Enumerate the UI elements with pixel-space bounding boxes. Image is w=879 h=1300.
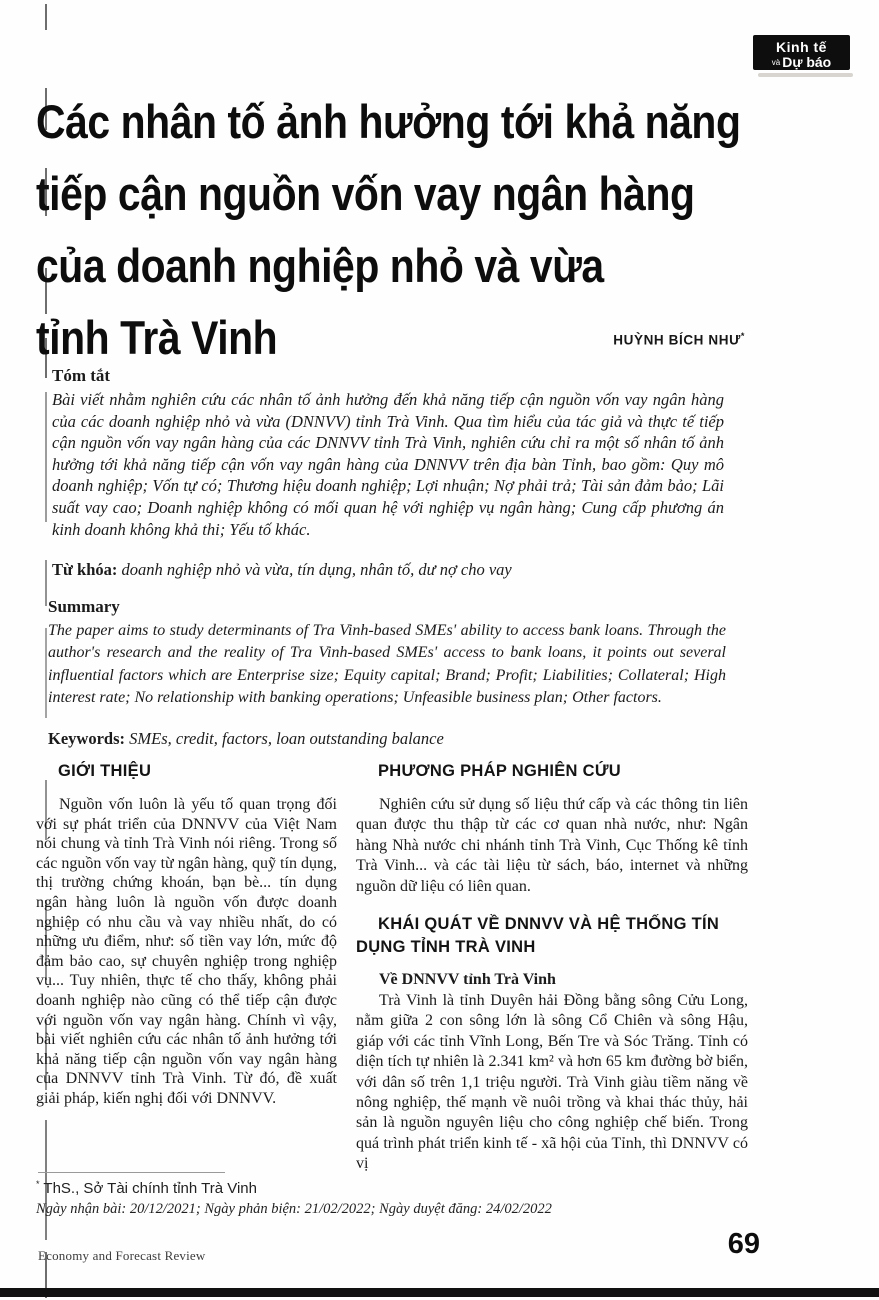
summary-body: The paper aims to study determinants of Tra Vinh-based SMEs' ability to access bank loans. Through the author's research and the reality of Tra Vinh-based SMEs' access to bank loans, it points out several influential factors which are Enterprise size; Equity capital; Brand; Profit; Liabilities; Collateral; High interest rate; No relationship with banking operations; Unfeasible business plan; Other factors.: [48, 622, 726, 707]
scan-artifact-line: [45, 392, 47, 522]
method-paragraph: Nghiên cứu sử dụng số liệu thứ cấp và các thông tin liên quan được thu thập từ các cơ quan nhà nước, như: Ngân hàng Nhà nước chi nhánh tỉnh Trà Vinh, Cục Thống kê tỉnh Trà Vinh... và các tài liệu từ sách, báo, internet và những nguồn dữ liệu có liên quan.: [356, 796, 748, 895]
overview-subheading: Về DNNVV tỉnh Trà Vinh: [379, 971, 556, 989]
scan-artifact-line: [45, 4, 47, 30]
summary-heading: Summary: [48, 597, 120, 616]
journal-name-footer: Economy and Forecast Review: [38, 1248, 206, 1263]
keywords-text: SMEs, credit, factors, loan outstanding balance: [129, 729, 444, 748]
journal-logo-line1: Kinh tế: [776, 39, 827, 55]
method-heading: PHƯƠNG PHÁP NGHIÊN CỨU: [378, 762, 622, 780]
left-column: [36, 760, 337, 1175]
page-bottom-rule: [0, 1288, 879, 1297]
overview-heading: KHÁI QUÁT VỀ DNNVV VÀ HỆ THỐNG TÍN DỤNG TỈNH TRÀ VINH: [356, 915, 720, 957]
tu-khoa-text: doanh nghiệp nhỏ và vừa, tín dụng, nhân tố, dư nợ cho vay: [121, 560, 512, 579]
abstract-body: Bài viết nhằm nghiên cứu các nhân tố ảnh hưởng đến khả năng tiếp cận nguồn vốn vay ngân hàng của các doanh nghiệp nhỏ và vừa (DNNVV) tỉnh Trà Vinh. Qua tìm hiểu của tác giả và thực tế tiếp cận nguồn vốn vay ngân hàng của các DNNVV tỉnh Trà Vinh, nghiên cứu chỉ ra một số nhân tố ảnh hưởng tới khả năng tiếp cận vốn vay ngân hàng của DNNVV trên địa bàn Tỉnh, bao gồm: Quy mô doanh nghiệp; Vốn tự có; Thương hiệu doanh nghiệp; Lợi nhuận; Nợ phải trả; Tài sản đảm bảo; Lãi suất vay cao; Doanh nghiệp không có mối quan hệ với nghiệp vụ ngân hàng; Cung cấp phương án kinh doanh không khả thi; Yếu tố khác.: [52, 390, 724, 539]
journal-logo-badge: [753, 35, 850, 70]
author-affiliation: [36, 1179, 656, 1197]
affiliation-text: ThS., Sở Tài chính tỉnh Trà Vinh: [43, 1180, 257, 1197]
intro-paragraph: Nguồn vốn luôn là yếu tố quan trọng đối với sự phát triển của DNNVV của Việt Nam nói chung và tỉnh Trà Vinh nói riêng. Trong số các nguồn vốn vay từ ngân hàng, quỹ tín dụng, thị trường chứng khoán, bạn bè... tín dụng ngân hàng luôn là nguồn vốn được doanh nghiệp có nhu cầu và vay nhiều nhất, do có những ưu điểm, như: số tiền vay lớn, mức độ đảm bảo cao, sự chuyên nghiệp trong nghiệp vụ... Tuy nhiên, thực tế cho thấy, không phải doanh nghiệp nào cũng có thể tiếp cận được với nguồn vốn vay ngân hàng. Chính vì vậy, bài viết nghiên cứu các nhân tố ảnh hưởng tới khả năng tiếp cận nguồn vốn vay ngân hàng của DNNVV tỉnh Trà Vinh. Từ đó, đề xuất giải pháp, kiến nghị đối với DNNVV.: [36, 796, 337, 1107]
journal-logo-line2-main: Dự báo: [782, 54, 832, 70]
footnote-marker: *: [36, 1179, 40, 1189]
summary-section: [48, 597, 726, 710]
keywords-label: Keywords:: [48, 729, 125, 748]
article-body-columns: [36, 760, 748, 1175]
abstract-heading: Tóm tắt: [52, 366, 111, 385]
page-number: 69: [727, 1228, 760, 1260]
article-title-line-4: tỉnh Trà Vinh: [36, 311, 278, 364]
scan-artifact-line: [45, 560, 47, 606]
journal-logo-line2: [753, 55, 850, 69]
tu-khoa-label: Từ khóa:: [52, 560, 118, 579]
badge-shadow: [758, 73, 853, 77]
footnote-section: [36, 1172, 656, 1218]
article-title-line-1: Các nhân tố ảnh hưởng tới khả năng: [36, 95, 741, 148]
journal-logo-line2-small: và: [771, 58, 781, 67]
author-line: [400, 331, 745, 348]
tu-khoa-line: [52, 560, 724, 580]
article-title-line-3: của doanh nghiệp nhỏ và vừa: [36, 239, 604, 292]
abstract-section: [52, 366, 724, 540]
overview-paragraph: Trà Vinh là tỉnh Duyên hải Đồng bằng sông Cửu Long, nằm giữa 2 con sông lớn là sông Cổ Chiên và sông Hậu, giáp với các tỉnh Vĩnh Long, Bến Tre và Sóc Trăng. Tỉnh có diện tích tự nhiên là 2.341 km² và hơn 65 km đường bờ biển, với dân số trên 1,1 triệu người. Trà Vinh giàu tiềm năng về nông nghiệp, thế mạnh về nuôi trồng và khai thác thủy, hải sản là nguồn nguyên liệu cho công nghiệp chế biến. Trong quá trình phát triển kinh tế - xã hội của Tỉnh, thì DNNVV có vị: [356, 992, 748, 1173]
article-title-line-2: tiếp cận nguồn vốn vay ngân hàng: [36, 167, 695, 220]
intro-heading: GIỚI THIỆU: [58, 762, 152, 780]
author-footnote-marker: *: [740, 331, 745, 341]
scan-artifact-line: [45, 628, 47, 718]
submission-dates: Ngày nhận bài: 20/12/2021; Ngày phản biện: 21/02/2022; Ngày duyệt đăng: 24/02/2022: [36, 1201, 552, 1217]
author-name: HUỲNH BÍCH NHƯ: [613, 332, 741, 348]
footnote-rule: [38, 1172, 225, 1173]
keywords-line: [48, 729, 726, 749]
right-column: [356, 760, 748, 1175]
